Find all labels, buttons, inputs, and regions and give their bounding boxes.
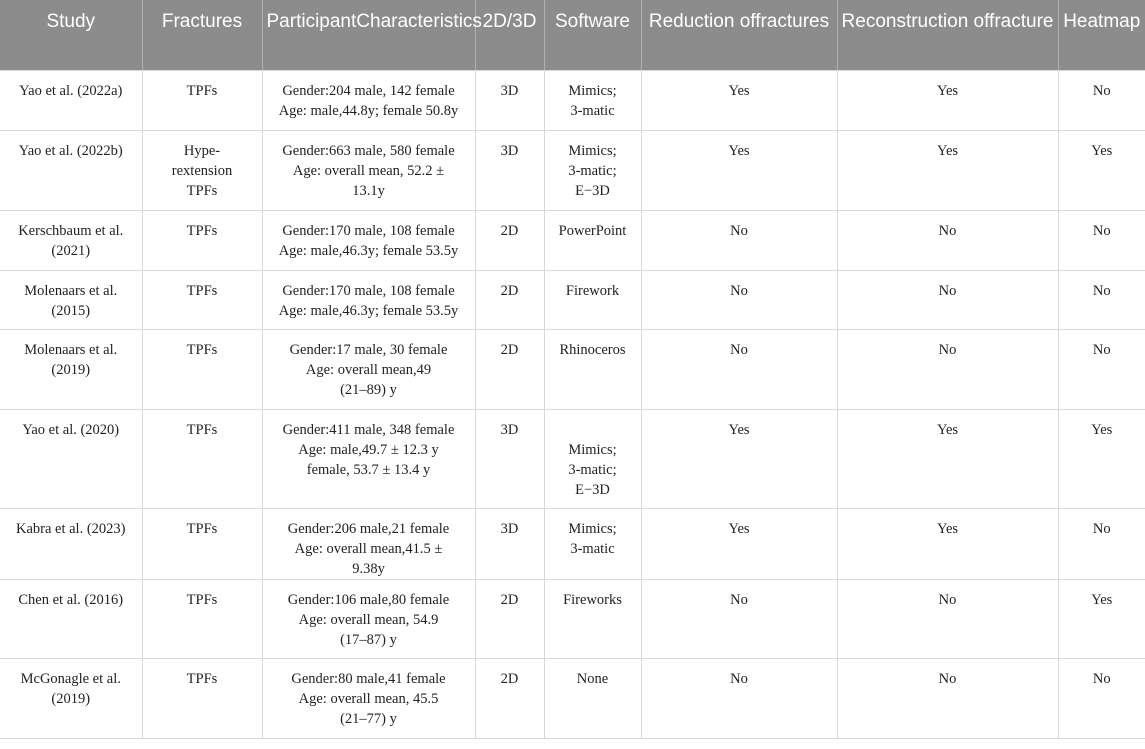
cell-heat-map: Yes	[1058, 410, 1145, 509]
cell-text-line: Mimics;	[568, 83, 617, 99]
table-body	[0, 71, 1145, 739]
cell-software	[544, 410, 641, 509]
cell-text-line: Mimics;	[568, 521, 617, 537]
cell-text-line: Molenaars et al.	[24, 342, 118, 358]
cell-text-line: Hype-	[183, 143, 221, 159]
cell-text-line: Gender:106 male,80 female	[287, 592, 450, 608]
cell-dimension	[475, 509, 544, 580]
cell-text-line: Yao et al. (2022b)	[18, 143, 123, 159]
cell-text-line: Mimics;	[568, 442, 617, 458]
cell-text-line: 3D	[500, 143, 519, 159]
cell-reduction: No	[641, 330, 837, 410]
cell-text-line: Chen et al. (2016)	[18, 592, 124, 608]
cell-reduction: No	[641, 580, 837, 659]
header-row	[0, 0, 1145, 71]
cell-text-line: Age: male,44.8y; female 50.8y	[278, 103, 459, 119]
cell-heat-map: No	[1058, 271, 1145, 330]
cell-study	[0, 211, 142, 271]
table-row	[0, 211, 1145, 271]
cell-reconstruction: No	[837, 271, 1058, 330]
cell-participant-characteristics	[262, 131, 475, 211]
cell-fractures	[142, 659, 262, 739]
cell-text-line: female, 53.7 ± 13.4 y	[306, 462, 431, 478]
cell-reconstruction: No	[837, 659, 1058, 739]
cell-study	[0, 330, 142, 410]
cell-dimension	[475, 211, 544, 271]
cell-text-line: 2D	[500, 283, 519, 299]
cell-dimension	[475, 271, 544, 330]
cell-reconstruction: Yes	[837, 410, 1058, 509]
cell-reconstruction: No	[837, 330, 1058, 410]
cell-reduction: Yes	[641, 71, 837, 131]
cell-text-line: Gender:204 male, 142 female	[282, 83, 455, 99]
cell-software	[544, 580, 641, 659]
cell-software	[544, 211, 641, 271]
cell-text-line: 3-matic	[570, 541, 615, 557]
cell-text-line: Age: male,49.7 ± 12.3 y	[298, 442, 439, 458]
cell-participant-characteristics	[262, 659, 475, 739]
cell-text-line: rextension	[171, 163, 233, 179]
cell-fractures	[142, 71, 262, 131]
cell-study	[0, 659, 142, 739]
cell-text-line: TPFs	[186, 671, 218, 687]
cell-text-line: 3-matic;	[568, 462, 617, 478]
cell-text-line: Age: overall mean,41.5 ±	[294, 541, 443, 557]
cell-text-line: Age: overall mean, 54.9	[298, 612, 439, 628]
col-header-participant-characteristics: ParticipantCharacteristics	[262, 0, 475, 71]
cell-text-line: 3-matic;	[568, 163, 617, 179]
cell-text-line: Molenaars et al.	[24, 283, 118, 299]
cell-heat-map: No	[1058, 659, 1145, 739]
cell-text-line: Kerschbaum et al.	[18, 223, 124, 239]
table-row	[0, 509, 1145, 580]
cell-fractures	[142, 131, 262, 211]
table-row	[0, 71, 1145, 131]
col-header-reduction: Reduction offractures	[641, 0, 837, 71]
cell-reduction: Yes	[641, 509, 837, 580]
cell-text-line: TPFs	[186, 592, 218, 608]
col-header-fractures: Fractures	[142, 0, 262, 71]
cell-text-line: TPFs	[186, 342, 218, 358]
cell-text-line: 13.1y	[352, 183, 385, 199]
cell-text-line: Age: overall mean, 45.5	[298, 691, 439, 707]
cell-text-line: Fireworks	[563, 592, 622, 608]
cell-text-line: TPFs	[186, 422, 218, 438]
cell-text-line: Firework	[565, 283, 620, 299]
cell-text-line: 3D	[500, 422, 519, 438]
table-row	[0, 131, 1145, 211]
cell-text-line: Yao et al. (2022a)	[19, 83, 123, 99]
cell-participant-characteristics	[262, 410, 475, 509]
cell-reduction: No	[641, 211, 837, 271]
cell-participant-characteristics	[262, 271, 475, 330]
cell-fractures	[142, 211, 262, 271]
cell-text-line: TPFs	[186, 83, 218, 99]
cell-text-line: 2D	[500, 671, 519, 687]
cell-text-line: 9.38y	[352, 561, 385, 577]
cell-text-line: TPFs	[186, 183, 218, 199]
cell-text-line: 2D	[500, 592, 519, 608]
col-header-heat-map: Heatmap	[1058, 0, 1145, 71]
cell-participant-characteristics	[262, 330, 475, 410]
cell-software	[544, 271, 641, 330]
cell-participant-characteristics	[262, 211, 475, 271]
col-header-reconstruction: Reconstruction offracture	[837, 0, 1058, 71]
cell-dimension	[475, 330, 544, 410]
cell-reconstruction: No	[837, 211, 1058, 271]
cell-participant-characteristics	[262, 509, 475, 580]
cell-text-line: 2D	[500, 342, 519, 358]
cell-dimension	[475, 659, 544, 739]
cell-heat-map: Yes	[1058, 131, 1145, 211]
cell-text-line: (17–87) y	[340, 632, 397, 648]
cell-dimension	[475, 131, 544, 211]
cell-reconstruction: Yes	[837, 131, 1058, 211]
cell-text-line: PowerPoint	[558, 223, 627, 239]
cell-text-line: Gender:170 male, 108 female	[282, 223, 455, 239]
cell-participant-characteristics	[262, 71, 475, 131]
cell-reduction: Yes	[641, 131, 837, 211]
cell-text-line: (21–77) y	[340, 711, 397, 727]
cell-text-line: Age: overall mean, 52.2 ±	[292, 163, 445, 179]
cell-heat-map: No	[1058, 71, 1145, 131]
cell-fractures	[142, 509, 262, 580]
cell-software	[544, 509, 641, 580]
cell-text-line: Age: male,46.3y; female 53.5y	[278, 303, 459, 319]
cell-reconstruction: No	[837, 580, 1058, 659]
cell-study	[0, 131, 142, 211]
cell-text-line: (2015)	[51, 303, 91, 319]
cell-heat-map: No	[1058, 211, 1145, 271]
cell-dimension	[475, 410, 544, 509]
table-row	[0, 410, 1145, 509]
cell-study	[0, 580, 142, 659]
cell-text-line: Gender:17 male, 30 female	[289, 342, 448, 358]
cell-text-line: Age: overall mean,49	[305, 362, 432, 378]
cell-text-line: (2019)	[51, 362, 91, 378]
cell-text-line: TPFs	[186, 223, 218, 239]
cell-text-line: Gender:80 male,41 female	[291, 671, 446, 687]
cell-fractures	[142, 330, 262, 410]
cell-study	[0, 509, 142, 580]
cell-heat-map: No	[1058, 330, 1145, 410]
cell-text-line: Kabra et al. (2023)	[15, 521, 126, 537]
cell-text-line: 2D	[500, 223, 519, 239]
table-row	[0, 659, 1145, 739]
cell-text-line: Rhinoceros	[559, 342, 626, 358]
table-row	[0, 330, 1145, 410]
cell-reduction: No	[641, 271, 837, 330]
cell-text-line: TPFs	[186, 521, 218, 537]
cell-text-line: McGonagle et al.	[20, 671, 121, 687]
cell-reduction: Yes	[641, 410, 837, 509]
cell-dimension	[475, 580, 544, 659]
cell-text-line: 3D	[500, 521, 519, 537]
col-header-software: Software	[544, 0, 641, 71]
cell-fractures	[142, 410, 262, 509]
table-row	[0, 271, 1145, 330]
cell-text-line: Age: male,46.3y; female 53.5y	[278, 243, 459, 259]
cell-dimension	[475, 71, 544, 131]
cell-text-line: (21–89) y	[340, 382, 397, 398]
col-header-2d-3d: 2D/3D	[475, 0, 544, 71]
cell-text-line: 3-matic	[570, 103, 615, 119]
cell-heat-map: Yes	[1058, 580, 1145, 659]
table-row	[0, 580, 1145, 659]
cell-text-line: Yao et al. (2020)	[22, 422, 120, 438]
col-header-study: Study	[0, 0, 142, 71]
cell-text-line: 3D	[500, 83, 519, 99]
cell-software	[544, 659, 641, 739]
cell-text-line: Gender:170 male, 108 female	[282, 283, 455, 299]
cell-text-line: E−3D	[575, 183, 610, 199]
cell-participant-characteristics	[262, 580, 475, 659]
cell-software	[544, 131, 641, 211]
cell-reconstruction: Yes	[837, 509, 1058, 580]
cell-text-line: TPFs	[186, 283, 218, 299]
cell-study	[0, 71, 142, 131]
cell-text-line: None	[576, 671, 609, 687]
cell-software	[544, 71, 641, 131]
cell-text-line: (2021)	[51, 243, 91, 259]
cell-reconstruction: Yes	[837, 71, 1058, 131]
cell-study	[0, 271, 142, 330]
cell-study	[0, 410, 142, 509]
cell-text-line: Gender:663 male, 580 female	[282, 143, 455, 159]
cell-text-line: (2019)	[51, 691, 91, 707]
cell-text-line: Mimics;	[568, 143, 617, 159]
cell-text-line: E−3D	[575, 482, 610, 498]
cell-software	[544, 330, 641, 410]
cell-heat-map: No	[1058, 509, 1145, 580]
cell-fractures	[142, 580, 262, 659]
cell-fractures	[142, 271, 262, 330]
cell-text-line: Gender:206 male,21 female	[287, 521, 450, 537]
cell-text-line: Gender:411 male, 348 female	[282, 422, 455, 438]
cell-reduction: No	[641, 659, 837, 739]
